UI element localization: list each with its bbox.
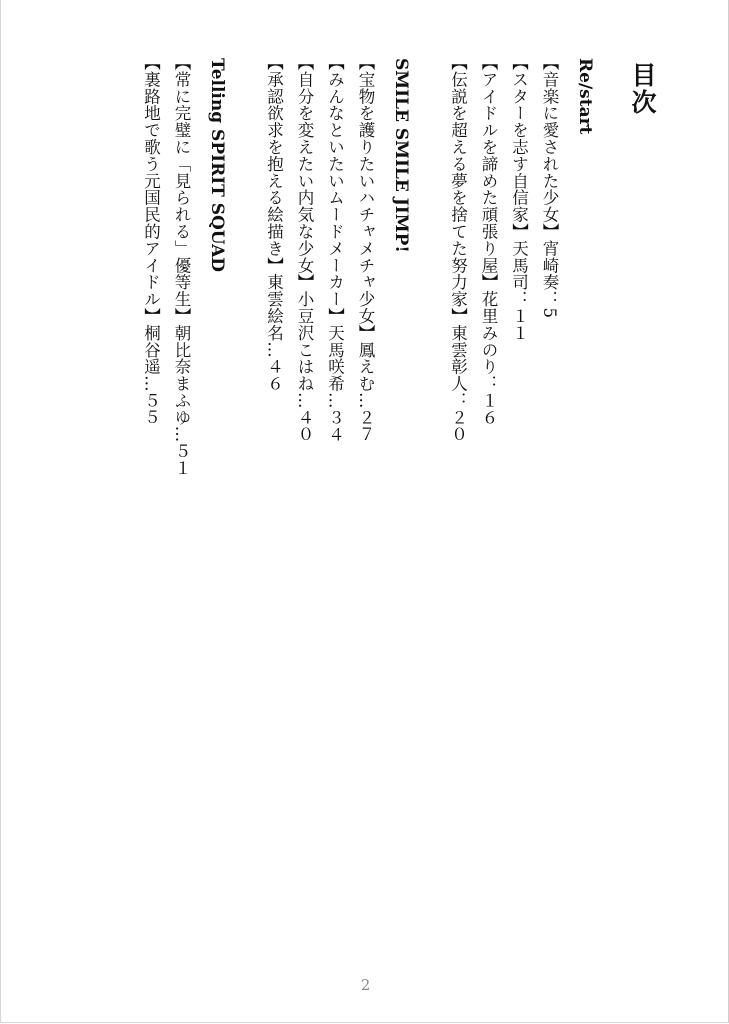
toc-section xyxy=(258,52,416,532)
toc-heading: 目次 xyxy=(628,62,657,116)
page-number: 2 xyxy=(360,976,371,994)
section-title: Telling SPIRIT SQUAD xyxy=(207,58,227,273)
toc-entry: 【承認欲求を抱える絵描き】東雲絵名…４６ xyxy=(264,54,284,392)
toc-entry: 【自分を変えたい内気な少女】小豆沢こはね…４０ xyxy=(295,54,314,443)
table-of-contents xyxy=(109,52,658,532)
toc-entry: 【常に完璧に「見られる」優等生】朝比奈まふゆ…５１ xyxy=(172,54,191,477)
toc-entry: 【スターを志す自信家】天馬司：１１ xyxy=(509,54,529,342)
toc-entry: 【アイドルを諦めた頑張り屋】花里みのり：１６ xyxy=(479,54,498,426)
toc-entry: 【みんなといたいムードメーカー】天馬咲希…３４ xyxy=(325,54,345,443)
toc-entry: 【音楽に愛された少女】宵崎奏：5 xyxy=(540,54,559,319)
toc-section xyxy=(442,52,600,532)
toc-section xyxy=(135,52,232,532)
toc-entry: 【伝説を超える夢を捨てた努力家】東雲彰人：２０ xyxy=(448,54,468,443)
toc-entry: 【宝物を護りたいハチャメチャ少女】鳳えむ…２７ xyxy=(356,54,375,443)
section-title: Re/start xyxy=(575,58,595,135)
toc-entry: 【裏路地で歌う元国民的アイドル】桐谷遥…５５ xyxy=(141,54,161,426)
section-title: SMILE SMILE JIMP! xyxy=(391,58,411,253)
